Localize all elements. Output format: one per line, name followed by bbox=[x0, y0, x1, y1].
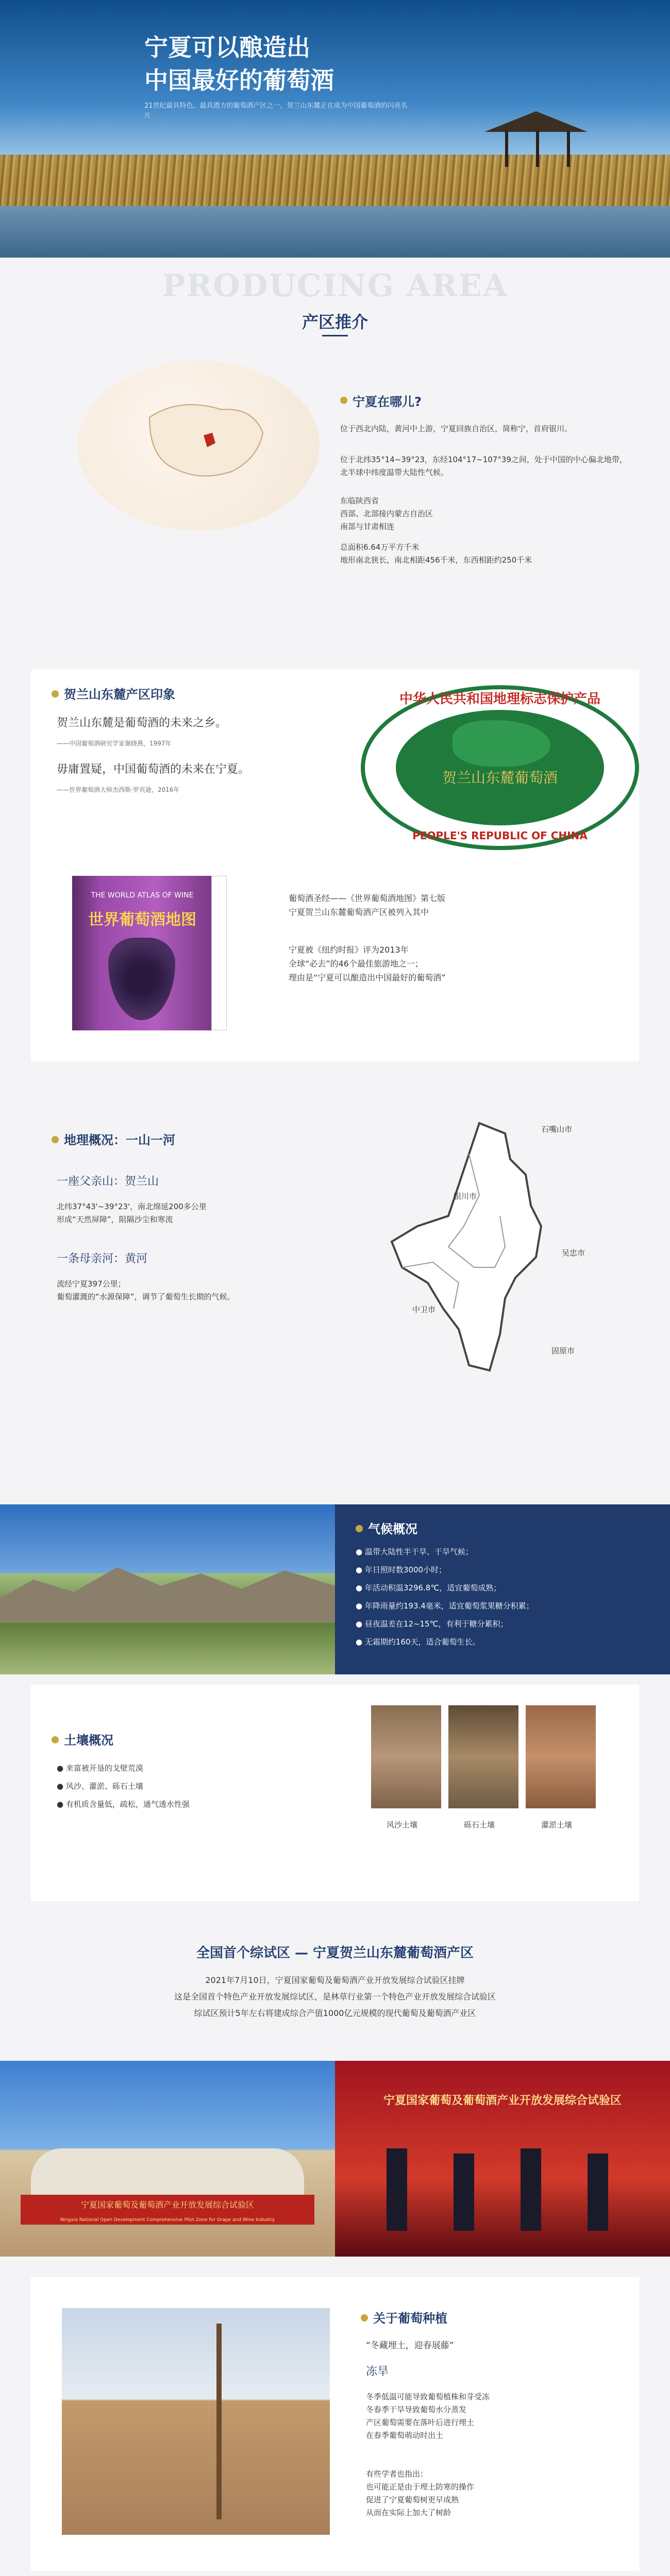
building-sign: 宁夏国家葡萄及葡萄酒产业开放发展综合试验区 bbox=[21, 2195, 314, 2215]
climate-item: ● 温带大陆性半干旱、干旱气候； bbox=[356, 1547, 473, 1556]
climate-item: ● 年活动积温3296.8℃，适宜葡萄成熟； bbox=[356, 1583, 501, 1592]
map-label-guyuan: 固原市 bbox=[551, 1346, 575, 1355]
helan-quote1: 贺兰山东麓是葡萄酒的未来之乡。 bbox=[57, 717, 227, 730]
planting-sub: 冻旱 bbox=[366, 2365, 389, 2378]
zone-title: 全国首个综试区 — 宁夏贺兰山东麓葡萄酒产区 bbox=[196, 1945, 474, 1961]
pavilion-image bbox=[484, 111, 588, 132]
map-label-shizuishan: 石嘴山市 bbox=[541, 1125, 573, 1134]
where-p1: 位于西北内陆，黄河中上游，宁夏回族自治区，简称宁，首府银川。 bbox=[340, 424, 573, 433]
hero-banner bbox=[0, 0, 670, 258]
ceremony-banner-text: 宁夏国家葡萄及葡萄酒产业开放发展综合试验区 bbox=[383, 2094, 622, 2107]
bullet-dot bbox=[52, 690, 59, 698]
helan-mountain-image bbox=[0, 1504, 335, 1674]
where-p2: 位于北纬35°14~39°23，东经104°17~107°39之间，处于中国的中心偏北地带，北半球中纬度温带大陆性气候。 bbox=[340, 455, 627, 477]
geo-mountain-title: 一座父亲山：贺兰山 bbox=[57, 1175, 159, 1188]
helan-quote1-source: ——中国葡萄酒研究学家谢晓燕，1997年 bbox=[57, 740, 172, 747]
climate-item: ● 年降雨量约193.4毫米，适宜葡萄浆果糖分积累； bbox=[356, 1601, 534, 1611]
geo-river-title: 一条母亲河：黄河 bbox=[57, 1252, 148, 1265]
helan-quote2-source: ——世界葡萄酒大师杰西斯·罗宾逊，2016年 bbox=[57, 786, 180, 793]
soil-caption: 灌淤土壤 bbox=[541, 1820, 573, 1829]
emblem-bottom-text: PEOPLE'S REPUBLIC OF CHINA bbox=[412, 829, 588, 842]
atlas-p1: 葡萄酒圣经——《世界葡萄酒地图》第七版 宁夏贺兰山东麓葡萄酒产区被列入其中 bbox=[289, 893, 446, 917]
section-cn-title: 产区推介 bbox=[301, 312, 368, 332]
zone-p3: 综试区预计5年左右将建成综合产值1000亿元规模的现代葡萄及葡萄酒产业区 bbox=[194, 2008, 476, 2018]
map-label-wuzhong: 吴忠市 bbox=[562, 1248, 585, 1258]
geo-indication-emblem bbox=[361, 685, 639, 850]
emblem-top-text: 中华人民共和国地理标志保护产品 bbox=[399, 691, 600, 707]
helan-title: 贺兰山东麓产区印象 bbox=[64, 687, 175, 702]
planting-title: 关于葡萄种植 bbox=[373, 2311, 447, 2326]
bullet-dot bbox=[52, 1736, 59, 1743]
climate-item: ● 年日照时数3000小时； bbox=[356, 1565, 447, 1574]
sandy-soil-image bbox=[371, 1705, 441, 1808]
vineyard-winter-image bbox=[62, 2308, 330, 2535]
book-cn-title: 世界葡萄酒地图 bbox=[88, 911, 196, 929]
bullet-dot bbox=[52, 1136, 59, 1143]
geo-title: 地理概况：一山一河 bbox=[64, 1133, 175, 1147]
lake-image bbox=[0, 206, 670, 258]
climate-panel bbox=[335, 1504, 670, 1674]
world-map-image bbox=[77, 361, 320, 531]
soil-item: ● 来富被开垦的戈壁荒漠 bbox=[57, 1764, 143, 1773]
title-underline bbox=[322, 335, 348, 336]
zone-building-image bbox=[0, 2061, 335, 2257]
soil-caption: 风沙土壤 bbox=[387, 1820, 418, 1829]
zone-p1: 2021年7月10日，宁夏国家葡萄及葡萄酒产业开放发展综合试验区挂牌 bbox=[205, 1975, 465, 1985]
grape-cluster-icon bbox=[108, 938, 175, 1020]
climate-item: ● 昼夜温差在12~15℃，有利于糖分累积； bbox=[356, 1619, 508, 1629]
building-sign-en: Ningxia National Open Development Comprehensive Pilot Zone for Grape and Wine Industry bbox=[21, 2215, 314, 2225]
book-en-title: THE WORLD ATLAS OF WINE bbox=[91, 891, 194, 900]
planting-p1: 冬季低温可能导致葡萄植株和芽受冻 冬春季干旱导致葡萄水分蒸发 产区葡萄需要在落叶后进行埋土 在春季葡萄萌动时出土 bbox=[366, 2392, 490, 2440]
china-map-icon bbox=[77, 361, 320, 531]
geo-river-text: 流经宁夏397公里； 葡萄灌溉的“水源保障”，调节了葡萄生长期的气候。 bbox=[57, 1279, 235, 1301]
bullet-dot bbox=[340, 397, 347, 404]
soil-item: ● 有机质含量低，疏松，通气透水性强 bbox=[57, 1800, 190, 1809]
atlas-p2: 宁夏被《纽约时报》评为2013年 全球“必去”的46个最佳旅游地之一； 理由是“宁夏可以酿造出中国最好的葡萄酒” bbox=[289, 945, 446, 982]
emblem-mid-text: 贺兰山东麓葡萄酒 bbox=[442, 769, 558, 786]
geo-mountain-text: 北纬37°43'~39°23'，南北绵延200多公里 形成“天然屏障”，阻隔沙尘和寒流 bbox=[57, 1202, 207, 1224]
where-p3: 东临陕西省 西部、北部接内蒙古自治区 南部与甘肃相连 bbox=[340, 496, 433, 531]
book-pages bbox=[211, 876, 227, 1030]
climate-item: ● 无霜期约160天，适合葡萄生长。 bbox=[356, 1637, 480, 1647]
soil-item: ● 风沙、灌淤、砾石土壤 bbox=[57, 1782, 143, 1791]
soil-caption: 砾石土壤 bbox=[464, 1820, 495, 1829]
soil-title: 土壤概况 bbox=[64, 1733, 113, 1748]
hero-subtitle: 21世纪最具特色、最具潜力的葡萄酒产区之一，贺兰山东麓正在成为中国葡萄酒的闪亮名片 bbox=[144, 102, 408, 120]
zone-p2: 这是全国首个特色产业开放发展综试区，是林草行业第一个特色产业开放发展综合试验区 bbox=[174, 1992, 496, 2002]
gravel-soil-image bbox=[448, 1705, 518, 1808]
planting-p2: 有些学者也指出： 也可能正是由于埋土防寒的操作 促进了宁夏葡萄树更早成熟 从而在实际上加大了树龄 bbox=[366, 2469, 475, 2517]
irrigated-soil-image bbox=[526, 1705, 596, 1808]
where-p4: 总面积6.64万平方千米 地形南北狭长，南北相距456千米，东西相距约250千米 bbox=[340, 543, 532, 565]
helan-quote2: 毋庸置疑，中国葡萄酒的未来在宁夏。 bbox=[57, 763, 250, 776]
bullet-dot bbox=[361, 2314, 368, 2321]
wine-atlas-book-image bbox=[72, 876, 211, 1030]
section-en-title: PRODUCING AREA bbox=[162, 268, 508, 304]
map-label-zhongwei: 中卫市 bbox=[412, 1305, 436, 1314]
hero-title: 宁夏可以酿造出 中国最好的葡萄酒 bbox=[144, 33, 334, 94]
map-label-yinchuan: 银川市 bbox=[454, 1192, 477, 1201]
where-title: 宁夏在哪儿? bbox=[353, 395, 422, 409]
zone-ceremony-image bbox=[335, 2061, 670, 2257]
planting-quote: “冬藏埋土，迎春展藤” bbox=[366, 2341, 454, 2351]
climate-title: 气候概况 bbox=[368, 1522, 417, 1536]
